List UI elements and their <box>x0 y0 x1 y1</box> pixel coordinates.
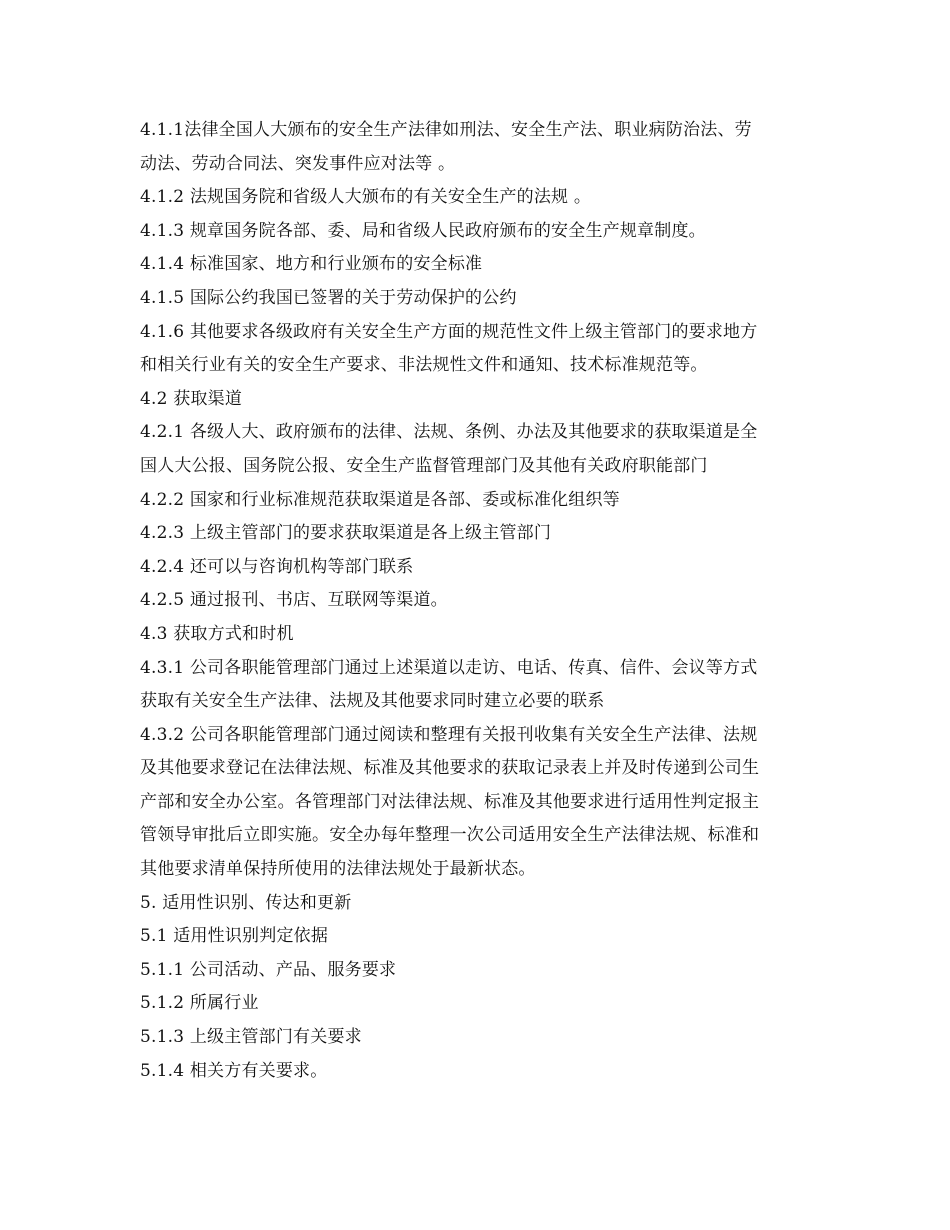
text-line: 4.3.1 公司各职能管理部门通过上述渠道以走访、电话、传真、信件、会议等方式 <box>140 657 758 678</box>
document-body <box>140 114 812 1088</box>
text-line: 和相关行业有关的安全生产要求、非法规性文件和通知、技术标准规范等。 <box>140 355 708 376</box>
text-line: 5.1.4 相关方有关要求。 <box>140 1060 328 1081</box>
section-heading: 4.2 获取渠道 <box>140 388 243 409</box>
text-line: 4.2.1 各级人大、政府颁布的法律、法规、条例、办法及其他要求的获取渠道是全 <box>140 422 758 443</box>
text-line: 管领导审批后立即实施。安全办每年整理一次公司适用安全生产法律法规、标准和 <box>140 825 760 846</box>
text-line: 4.1.6 其他要求各级政府有关安全生产方面的规范性文件上级主管部门的要求地方 <box>140 321 758 342</box>
text-line: 5.1.1 公司活动、产品、服务要求 <box>140 959 397 980</box>
text-line: 4.1.2 法规国务院和省级人大颁布的有关安全生产的法规 。 <box>140 187 592 208</box>
text-line: 动法、劳动合同法、突发事件应对法等 。 <box>140 153 456 174</box>
text-line: 5.1.3 上级主管部门有关要求 <box>140 1027 362 1048</box>
text-line: 4.1.1法律全国人大颁布的安全生产法律如刑法、安全生产法、职业病防治法、劳 <box>140 120 752 140</box>
text-line: 4.3.2 公司各职能管理部门通过阅读和整理有关报刊收集有关安全生产法律、法规 <box>140 724 758 745</box>
text-line: 4.2.4 还可以与咨询机构等部门联系 <box>140 556 414 577</box>
section-heading: 4.3 获取方式和时机 <box>140 623 294 644</box>
text-line: 及其他要求登记在法律法规、标准及其他要求的获取记录表上并及时传递到公司生 <box>140 758 760 779</box>
text-line: 4.2.3 上级主管部门的要求获取渠道是各上级主管部门 <box>140 523 552 544</box>
text-line: 5.1.2 所属行业 <box>140 993 259 1014</box>
text-line: 4.1.4 标准国家、地方和行业颁布的安全标准 <box>140 254 483 275</box>
text-line: 4.2.2 国家和行业标准规范获取渠道是各部、委或标准化组织等 <box>140 489 620 510</box>
text-line: 国人大公报、国务院公报、安全生产监督管理部门及其他有关政府职能部门 <box>140 455 708 476</box>
section-heading: 5. 适用性识别、传达和更新 <box>140 892 352 913</box>
text-line: 4.1.3 规章国务院各部、委、局和省级人民政府颁布的安全生产规章制度。 <box>140 220 706 241</box>
text-line: 获取有关安全生产法律、法规及其他要求同时建立必要的联系 <box>140 691 605 712</box>
text-line: 其他要求清单保持所使用的法律法规处于最新状态。 <box>140 859 536 880</box>
text-line: 4.1.5 国际公约我国已签署的关于劳动保护的公约 <box>140 287 517 308</box>
section-heading: 5.1 适用性识别判定依据 <box>140 926 329 947</box>
text-line: 4.2.5 通过报刊、书店、互联网等渠道。 <box>140 590 448 611</box>
text-line: 产部和安全办公室。各管理部门对法律法规、标准及其他要求进行适用性判定报主 <box>140 791 760 812</box>
